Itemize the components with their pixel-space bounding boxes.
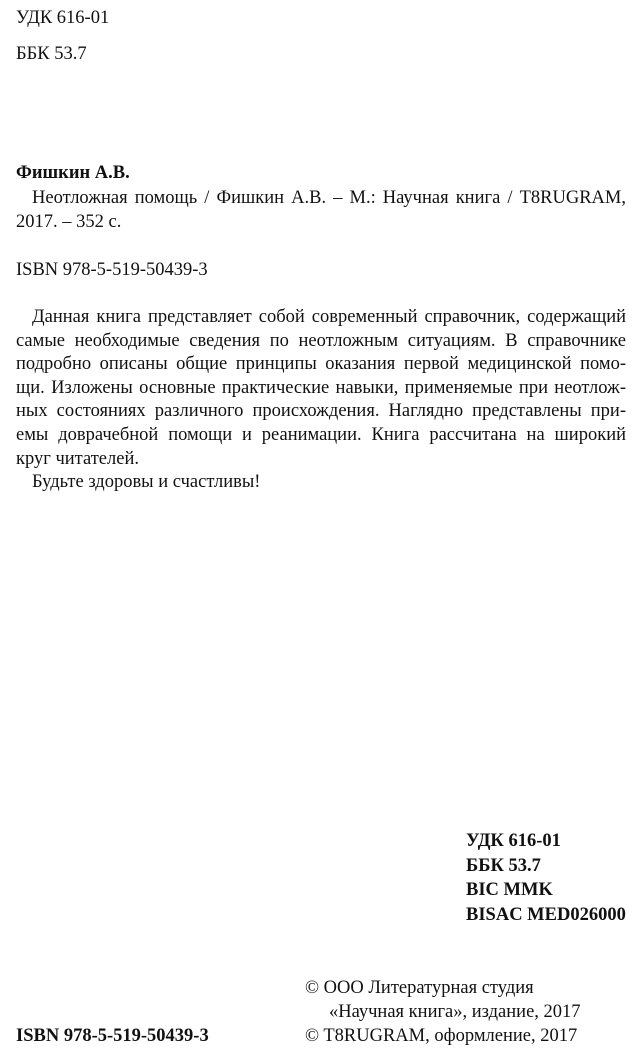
isbn-footer: ISBN 978-5-519-50439-3 [16, 1026, 209, 1046]
annotation-line: подробно описаны общие принципы оказания первой медицинской помо- [16, 354, 626, 375]
annotation-line: самые необходимые сведения по неотложным ситуациям. В справочнике [16, 330, 626, 351]
annotation-closing: Будьте здоровы и счастливы! [32, 472, 261, 493]
copyright-block [305, 976, 581, 1048]
udk-top: УДК 616-01 [16, 8, 110, 28]
bibliographic-description [16, 187, 626, 234]
isbn-record: ISBN 978-5-519-50439-3 [16, 260, 208, 280]
annotation-line: емы доврачебной помощи и реанимации. Книга рассчитана на широкий [16, 424, 626, 445]
bbk-top: ББК 53.7 [16, 44, 87, 64]
bic-code: BIC MMK [466, 880, 553, 900]
annotation-line: ных состояниях различного происхождения. Наглядно представлены при- [16, 401, 626, 422]
annotation-line: Данная книга представляет собой современный справочник, содержащий [32, 307, 626, 327]
annotation [16, 306, 626, 495]
copyright-line-3: © T8RUGRAM, оформление, 2017 [305, 1026, 578, 1046]
classification-bottom [466, 829, 626, 927]
copyright-line-2: «Научная книга», издание, 2017 [329, 1002, 581, 1022]
author-heading: Фишкин А.В. [16, 163, 130, 183]
udk-bottom: УДК 616-01 [466, 831, 561, 851]
annotation-line: круг читателей. [16, 448, 139, 469]
description-line-1: Неотложная помощь / Фишкин А.В. – М.: Научная книга / T8RUGRAM, [32, 188, 626, 208]
description-line-2: 2017. – 352 с. [16, 211, 122, 232]
bbk-bottom: ББК 53.7 [466, 855, 541, 876]
copyright-line-1: © ООО Литературная студия [305, 978, 534, 998]
annotation-line: щи. Изложены основные практические навыки, применяемые при неотлож- [16, 377, 626, 398]
bisac-code: BISAC MED026000 [466, 904, 626, 925]
